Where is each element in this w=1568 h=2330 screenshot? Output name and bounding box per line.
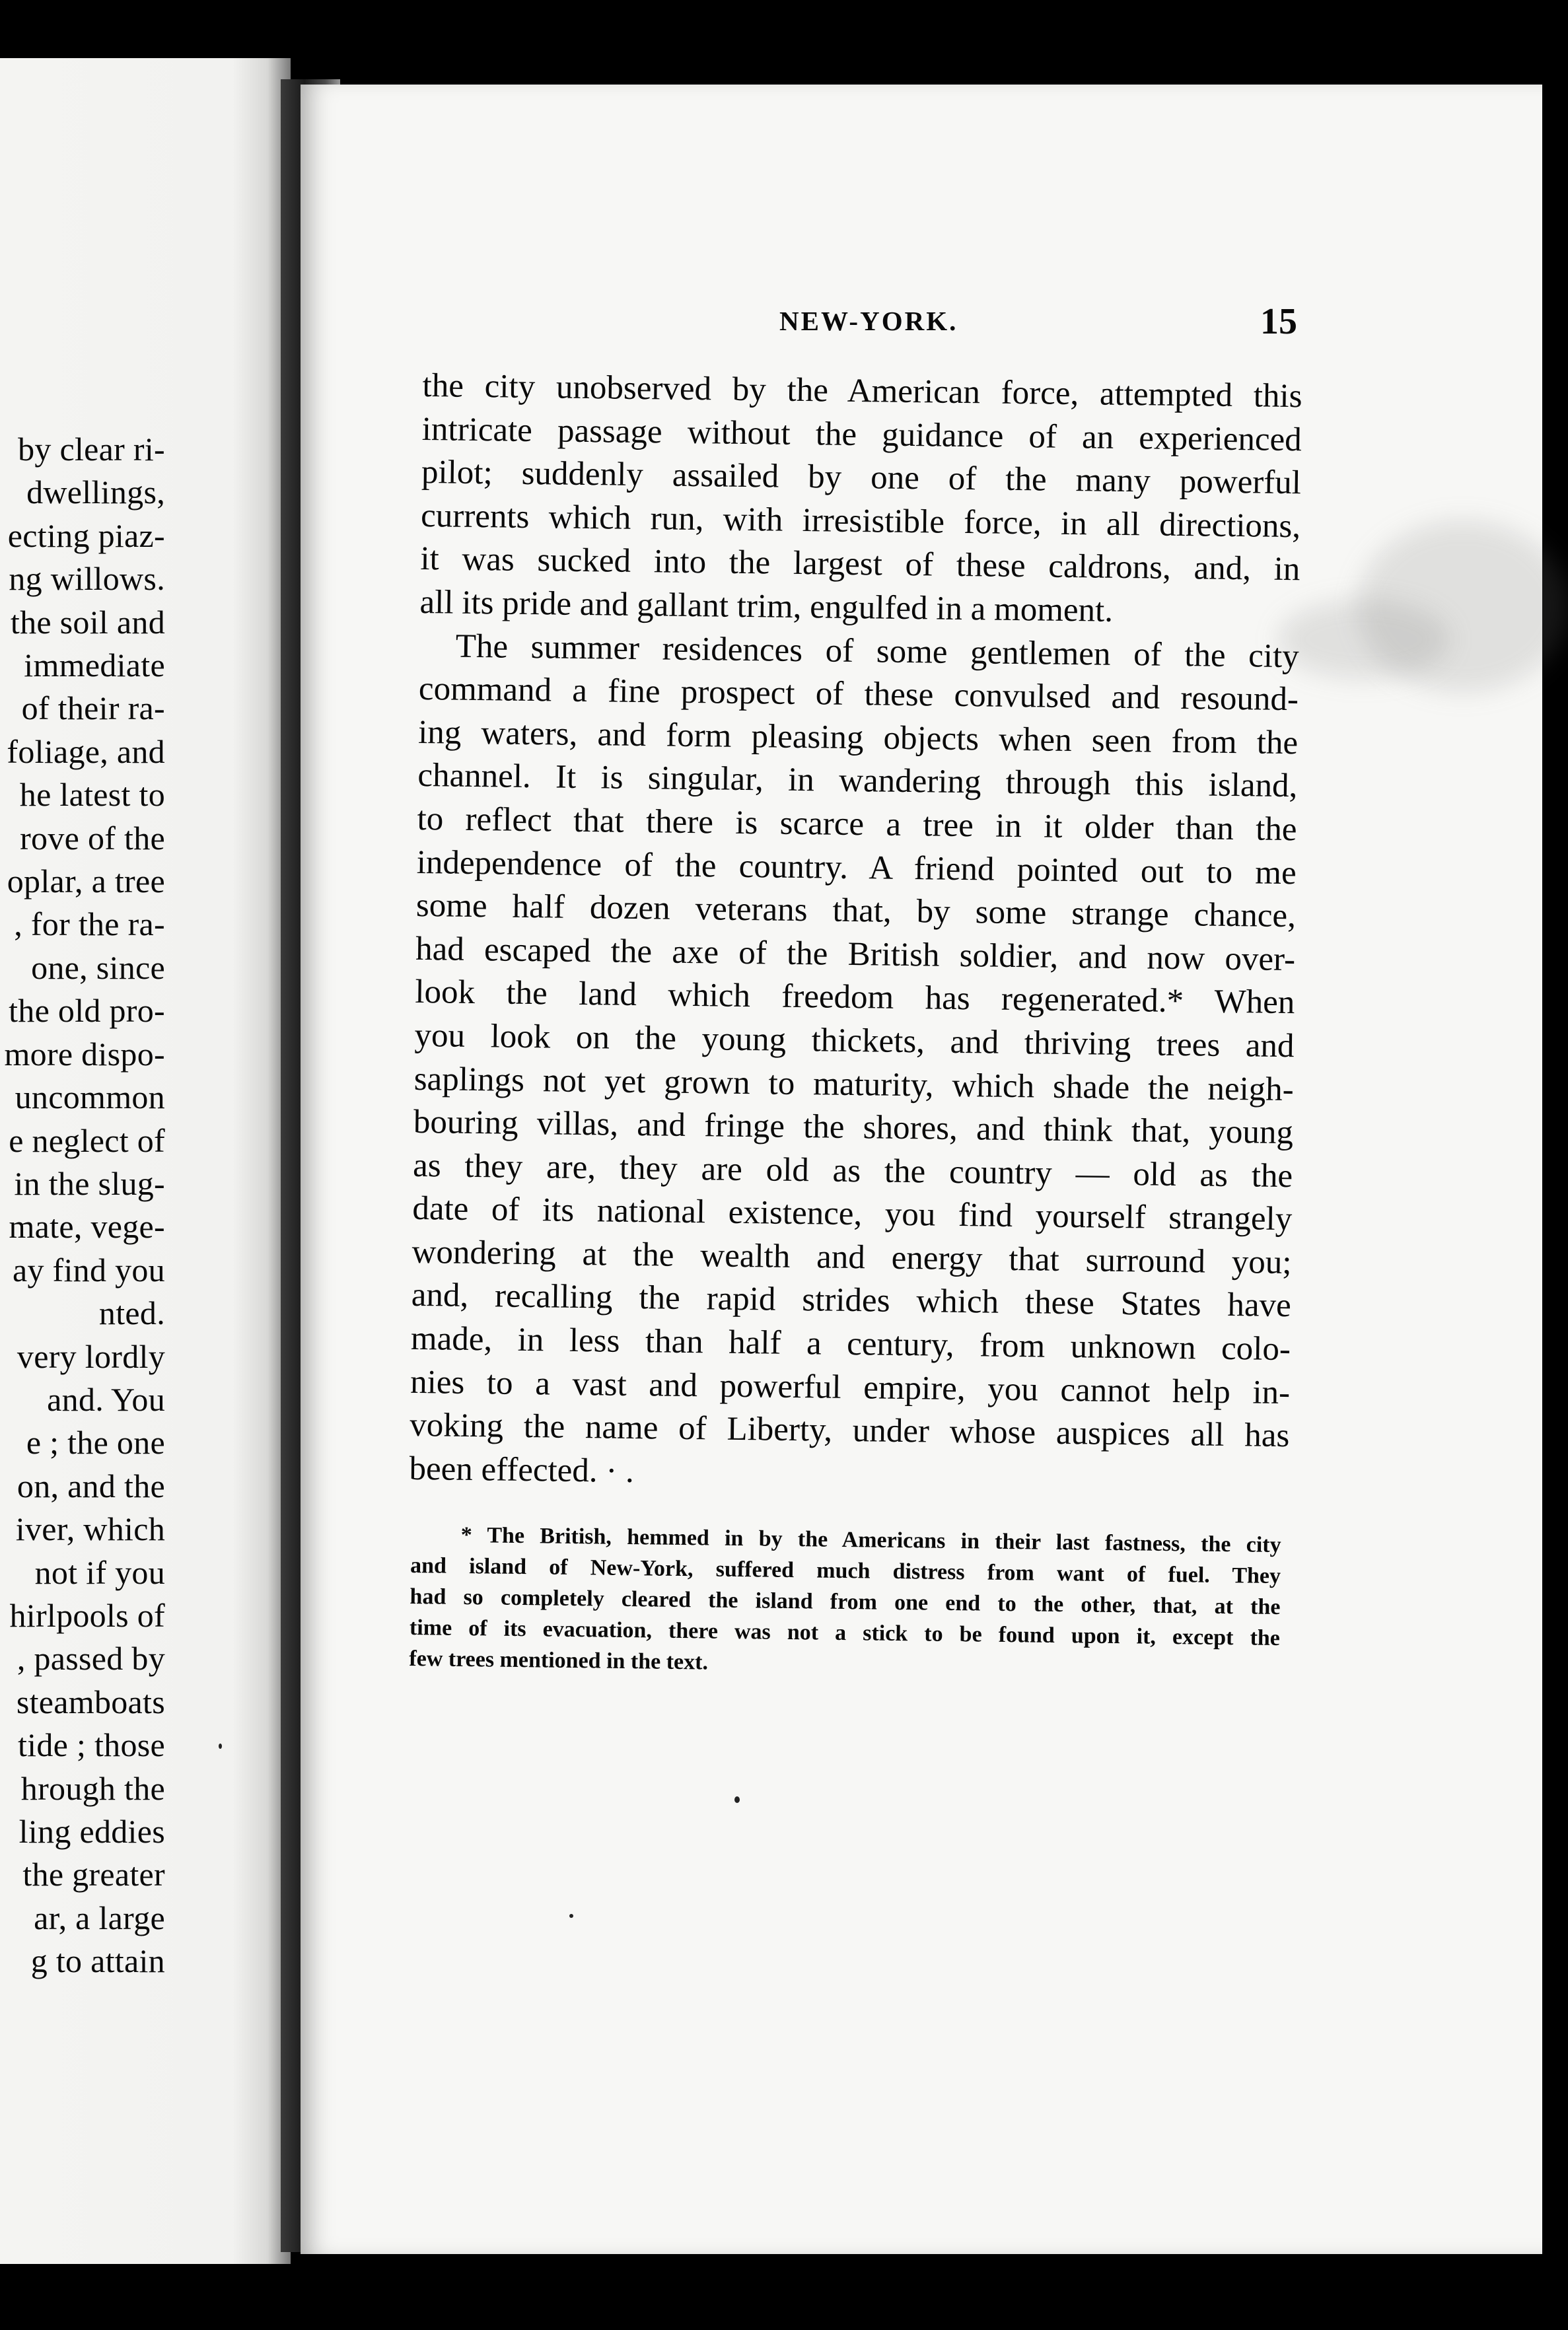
- page-number: 15: [1260, 301, 1297, 342]
- left-page-line: immediate: [24, 647, 165, 684]
- left-page-line: nted.: [98, 1294, 165, 1332]
- ink-speck: [734, 1796, 740, 1803]
- left-page-line: iver, which: [15, 1510, 165, 1548]
- left-page-line: hirlpools of: [9, 1596, 165, 1634]
- left-page-line: very lordly: [17, 1337, 165, 1375]
- body-line: The summer residences of some gentlemen of the city: [455, 627, 1300, 675]
- left-page-line: not if you: [34, 1553, 165, 1591]
- footnote: [409, 1519, 1281, 1685]
- body-line: you look on the young thickets, and thriving trees and: [414, 1016, 1295, 1065]
- left-page-line: hrough the: [20, 1769, 165, 1807]
- body-line: look the land which freedom has regenerated.* When: [415, 973, 1295, 1022]
- left-page-line: foliage, and: [7, 732, 165, 770]
- left-page-line: ar, a large: [34, 1899, 165, 1936]
- left-page-line: g to attain: [30, 1942, 165, 1980]
- body-line: bouring villas, and fringe the shores, and think that, young: [413, 1104, 1294, 1152]
- left-page-line: one, since: [31, 948, 165, 986]
- body-line: and, recalling the rapid strides which these States have: [411, 1277, 1292, 1325]
- left-page-line: dwellings,: [26, 474, 165, 511]
- left-page-line: oplar, a tree: [7, 863, 165, 900]
- left-page-line: ng willows.: [9, 560, 165, 598]
- water-stain: [1278, 600, 1450, 679]
- left-page-line: of their ra-: [21, 689, 165, 727]
- left-page-line: tide ; those: [17, 1726, 165, 1764]
- left-page-line: by clear ri-: [18, 431, 165, 468]
- body-text: [409, 365, 1302, 1502]
- body-line: command a fine prospect of these convulsed and resound-: [418, 670, 1299, 719]
- left-page-line: , for the ra-: [14, 905, 165, 943]
- body-line: date of its national existence, you find yourself strangely: [412, 1190, 1293, 1238]
- left-page-line: the old pro-: [9, 992, 165, 1030]
- body-line: been effected. · .: [409, 1450, 635, 1490]
- left-page-fragment: [0, 58, 291, 2264]
- left-page-line: ecting piaz-: [7, 516, 165, 554]
- body-line: made, in less than half a century, from unknown colo-: [410, 1320, 1291, 1368]
- ink-speck: [219, 1744, 222, 1749]
- body-line: wondering at the wealth and energy that surround you;: [411, 1233, 1292, 1282]
- body-line: channel. It is singular, in wandering through this island,: [417, 757, 1298, 805]
- body-line: intricate passage without the guidance of an experienced: [421, 410, 1302, 458]
- ink-speck: [569, 1914, 573, 1918]
- body-line: had escaped the axe of the British soldier, and now over-: [415, 930, 1296, 978]
- left-page-line: the soil and: [10, 603, 165, 641]
- body-line: ing waters, and form pleasing objects when seen from the: [417, 713, 1299, 761]
- body-line: some half dozen veterans that, by some strange chance,: [415, 887, 1297, 935]
- body-line: it was sucked into the largest of these caldrons, and, in: [420, 540, 1301, 588]
- body-line: voking the name of Liberty, under whose auspices all has: [410, 1407, 1290, 1455]
- body-line: independence of the country. A friend pointed out to me: [416, 843, 1297, 892]
- footnote-line: and island of New-York, suffered much distress from want of fuel. They: [410, 1553, 1281, 1589]
- footnote-line: had so completely cleared the island from one end to the other, that, at the: [410, 1584, 1281, 1620]
- left-page-line: uncommon: [15, 1078, 165, 1116]
- body-line: as they are, they are old as the country — old as the: [412, 1147, 1293, 1195]
- left-page-line: e ; the one: [26, 1424, 165, 1462]
- left-page-text: [0, 428, 165, 1983]
- body-line: to reflect that there is scarce a tree in it older than the: [417, 800, 1297, 849]
- left-page-line: steamboats: [16, 1683, 165, 1720]
- left-page-line: ay find you: [12, 1251, 165, 1289]
- left-page-line: ling eddies: [18, 1813, 165, 1850]
- left-page-line: mate, vege-: [9, 1208, 165, 1246]
- left-page-line: in the slug-: [14, 1164, 165, 1202]
- left-page-line: e neglect of: [9, 1121, 165, 1159]
- left-page-line: the greater: [22, 1856, 165, 1893]
- body-line: currents which run, with irresistible force, in all directions,: [420, 497, 1301, 546]
- body-line: the city unobserved by the American force, attempted this: [422, 367, 1302, 415]
- footnote-line: * The British, hemmed in by the Americans in their last fastness, the city: [460, 1522, 1281, 1558]
- body-line: all its pride and gallant trim, engulfed in a moment.: [419, 583, 1114, 629]
- left-page-line: , passed by: [17, 1640, 165, 1677]
- left-page-line: and. You: [47, 1380, 165, 1418]
- running-head: NEW-YORK.: [779, 306, 958, 336]
- footnote-line: few trees mentioned in the text.: [409, 1646, 709, 1675]
- body-line: saplings not yet grown to maturity, which shade the neigh-: [413, 1060, 1295, 1108]
- body-line: pilot; suddenly assailed by one of the many powerful: [421, 454, 1302, 502]
- left-page-line: he latest to: [19, 776, 165, 814]
- body-line: nies to a vast and powerful empire, you cannot help in-: [410, 1363, 1291, 1411]
- footnote-line: time of its evacuation, there was not a stick to be found upon it, except the: [409, 1615, 1281, 1651]
- left-page-line: on, and the: [17, 1467, 165, 1504]
- left-page-line: rove of the: [20, 819, 165, 857]
- left-page-line: more dispo-: [4, 1035, 165, 1073]
